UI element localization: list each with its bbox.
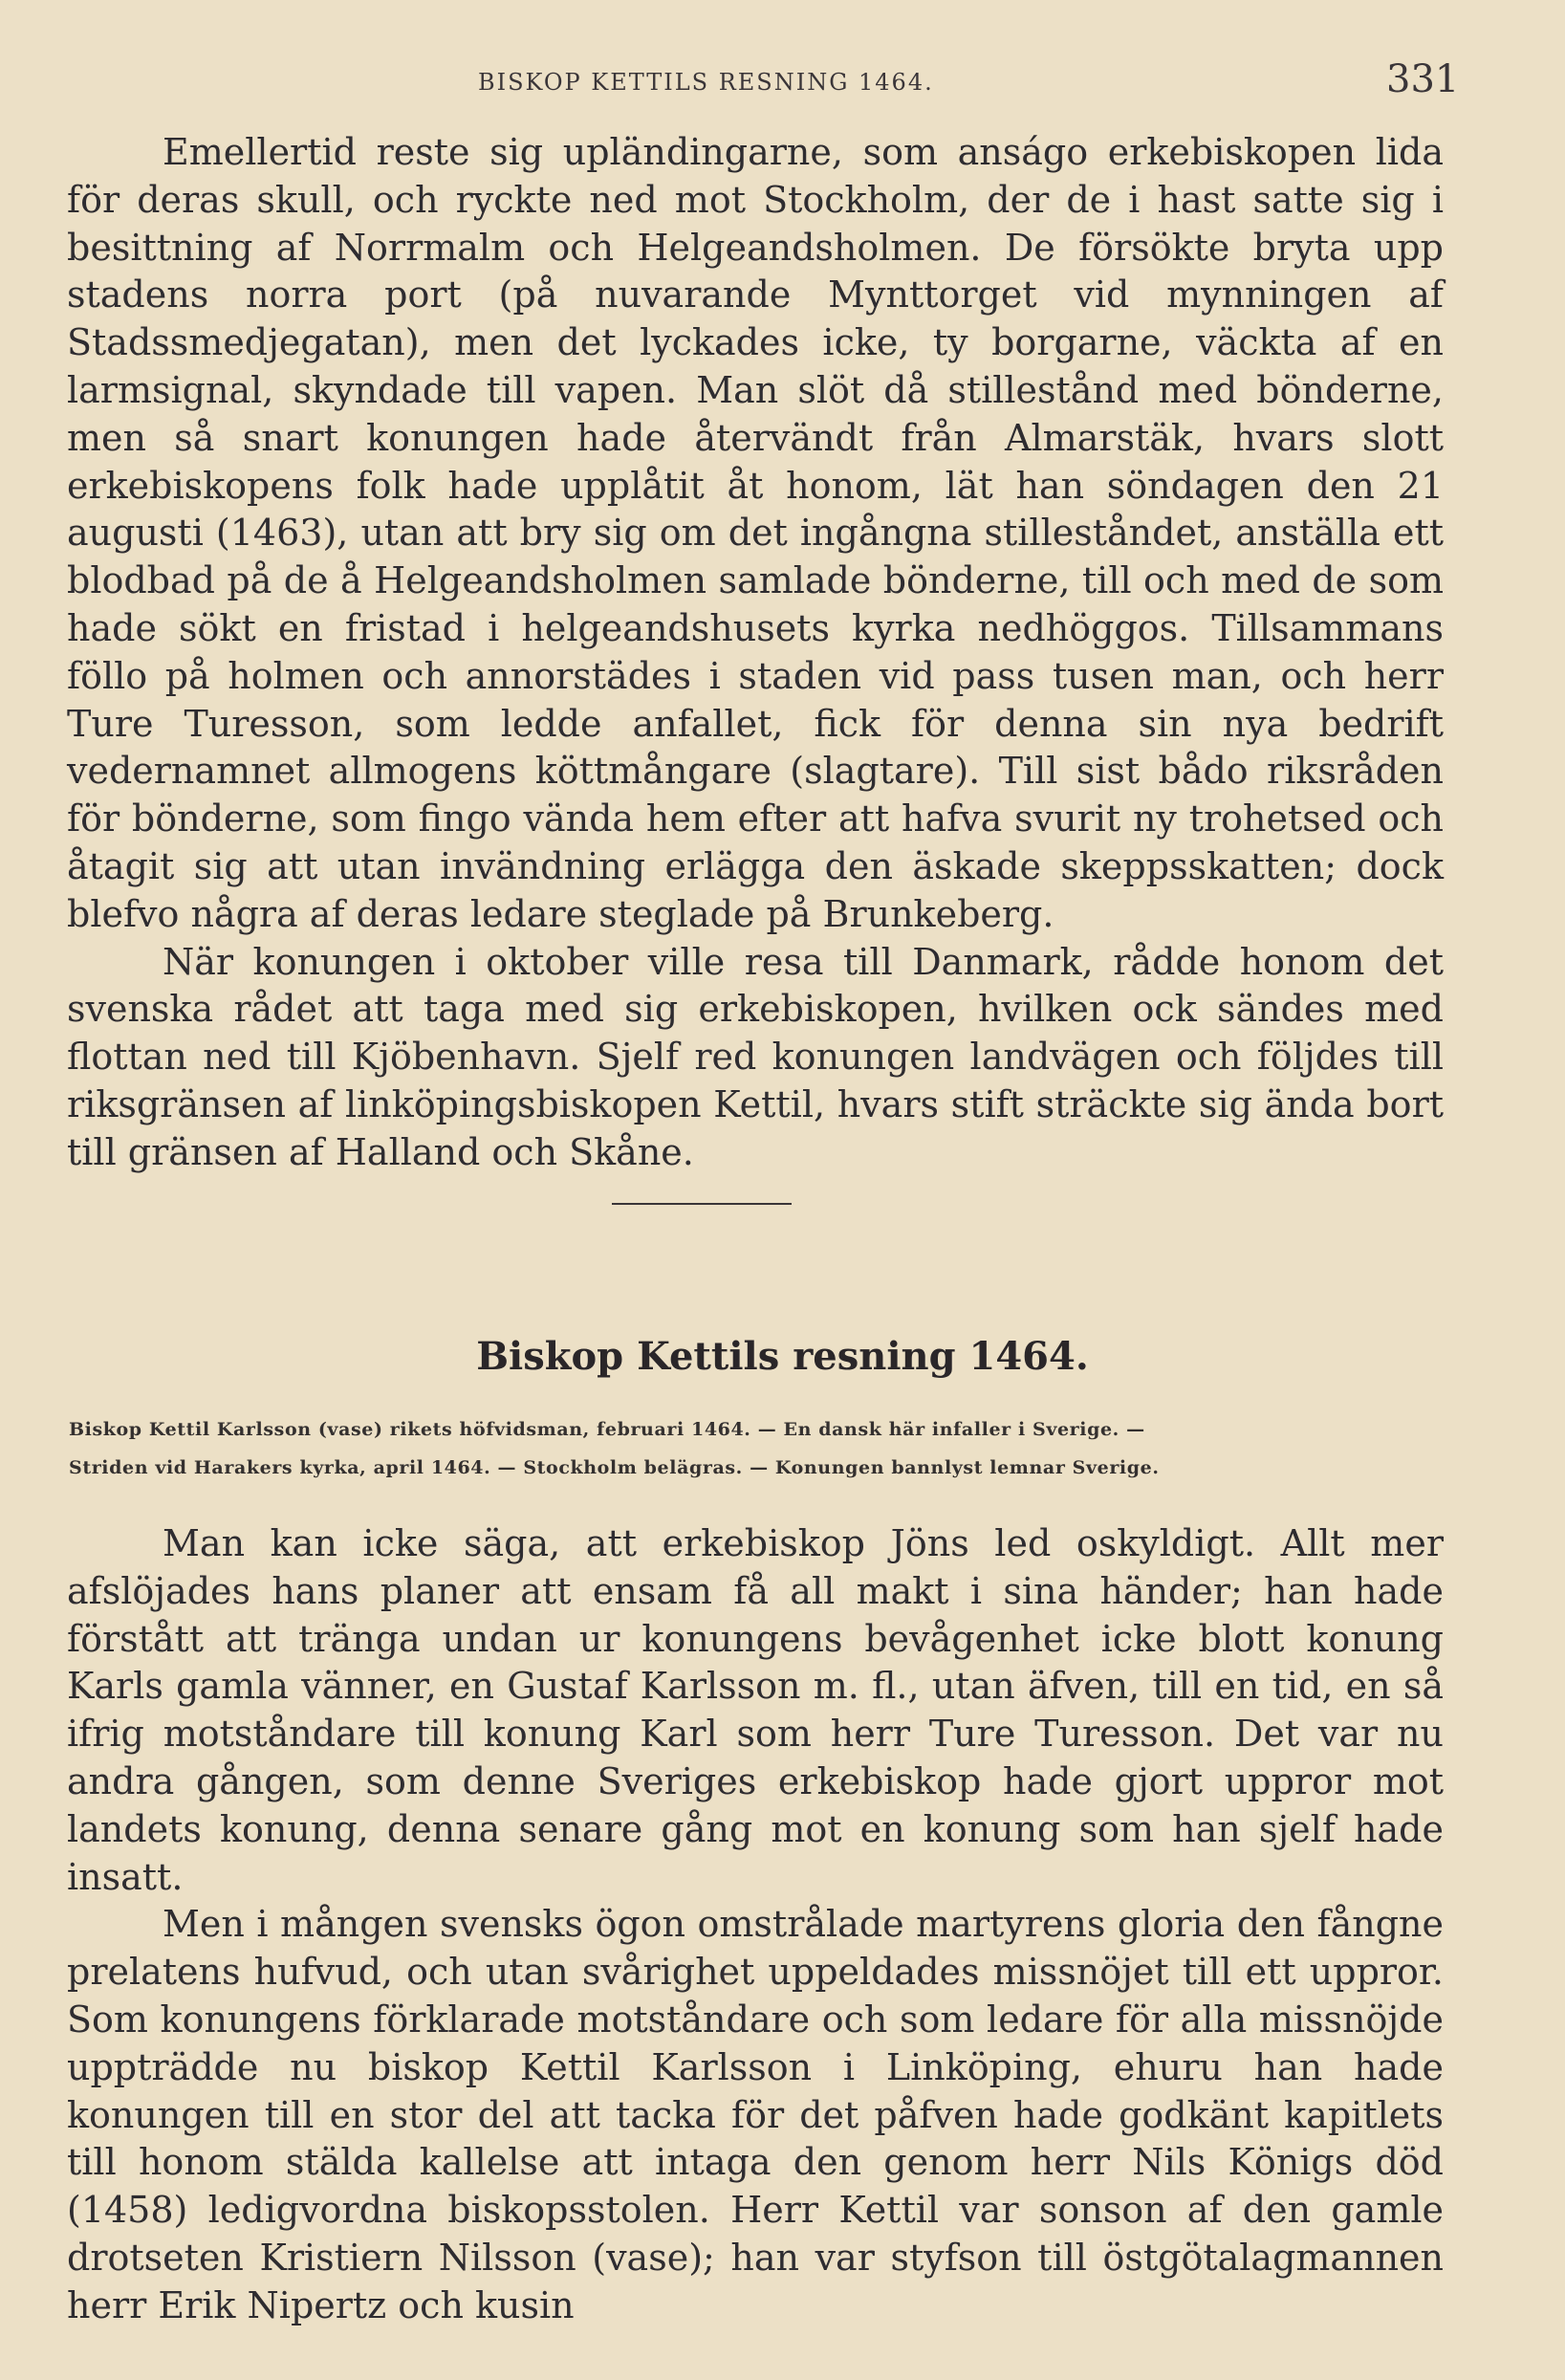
paragraph-text: Emellertid reste sig upländingarne, som anságo erkebiskopen lida för deras skull, och ryckte ned mot Stockholm, der de i hast satte sig i besittning af Norrmalm och Helgeandsholmen. De försökte bryta upp stadens norra port (på nuvarande Mynttorget vid mynningen af Stadssmedjegatan), men det lyckades icke, ty borgarne, väckta af en larmsignal, skyndade till vapen. Man slöt då stillestånd med bönderne, men så snart konungen hade återvändt från Almarstäk, hvars slott erkebiskopens folk hade upplåtit åt honom, lät han söndagen den 21 augusti (1463), utan att bry sig om det ingångna stilleståndet, anställa ett blodbad på de å Helgeandsholmen samlade bönderne, till och med de som hade sökt en fristad i helgeandshusets kyrka nedhöggos. Tillsammans föllo på holmen och annorstädes i staden vid pass tusen man, och herr Ture Turesson, som ledde anfallet, fick för denna sin nya bedrift vedernamnet allmogens köttmångare (slagtare). Till sist bådo riksråden för bönderne, som fingo vända hem efter att hafva svurit ny trohetsed och åtagit sig att utan invändning erlägga den äskade skeppsskatten; dock blefvo några af deras ledare steglade på Brunkeberg. [67, 131, 1444, 935]
body-text-top [67, 129, 1444, 1177]
paragraph-text: Man kan icke säga, att erkebiskop Jöns led oskyldigt. Allt mer afslöjades hans planer att ensam få all makt i sina händer; han hade förstått att tränga undan ur konungens bevågenhet icke blott konung Karls gamla vänner, en Gustaf Karlsson m. fl., utan äfven, till en tid, en så ifrig motståndare till konung Karl som herr Ture Turesson. Det var nu andra gången, som denne Sveriges erkebiskop hade gjort uppror mot landets konung, denna senare gång mot en konung som han sjelf hade insatt. [67, 1522, 1444, 1898]
running-head [0, 57, 1565, 115]
running-title: BISKOP KETTILS RESNING 1464. [478, 69, 934, 96]
chapter-summary [69, 1410, 1445, 1487]
paragraph [67, 1901, 1444, 2329]
paragraph [67, 1520, 1444, 1901]
paragraph-text: När konungen i oktober ville resa till Danmark, rådde honom det svenska rådet att taga med sig erkebiskopen, hvilken ock sändes med flottan ned till Kjöbenhavn. Sjelf red konungen landvägen och följdes till riksgränsen af linköpingsbiskopen Kettil, hvars stift sträckte sig ända bort till gränsen af Halland och Skåne. [67, 940, 1444, 1173]
page-number: 331 [1386, 57, 1460, 101]
paragraph-text: Men i mången svensks ögon omstrålade martyrens gloria den fångne prelatens hufvud, och utan svårighet uppeldades missnöjet till ett uppror. Som konungens förklarade motståndare och som ledare för alla missnöjde uppträdde nu biskop Kettil Karlsson i Linköping, ehuru han hade konungen till en stor del att tacka för det påfven hade godkänt kapitlets till honom stälda kallelse att intaga den genom herr Nils Königs död (1458) ledigvordna biskopsstolen. Herr Kettil var sonson af den gamle drotseten Kristiern Nilsson (vase); han var styfson till östgötalagmannen herr Erik Nipertz och kusin [67, 1903, 1444, 2326]
section-divider [612, 1203, 792, 1205]
summary-line: Striden vid Harakers kyrka, april 1464. — Stockholm belägras. — Konungen bannlyst lemnar Sverige. [69, 1457, 1160, 1478]
chapter-title: Biskop Kettils resning 1464. [476, 1334, 1089, 1379]
paragraph [67, 939, 1444, 1177]
paragraph [67, 129, 1444, 939]
summary-line: Biskop Kettil Karlsson (vase) rikets höfvidsman, februari 1464. — En dansk här infaller i Sverige. — [69, 1419, 1145, 1440]
body-text-bottom [67, 1520, 1444, 2330]
